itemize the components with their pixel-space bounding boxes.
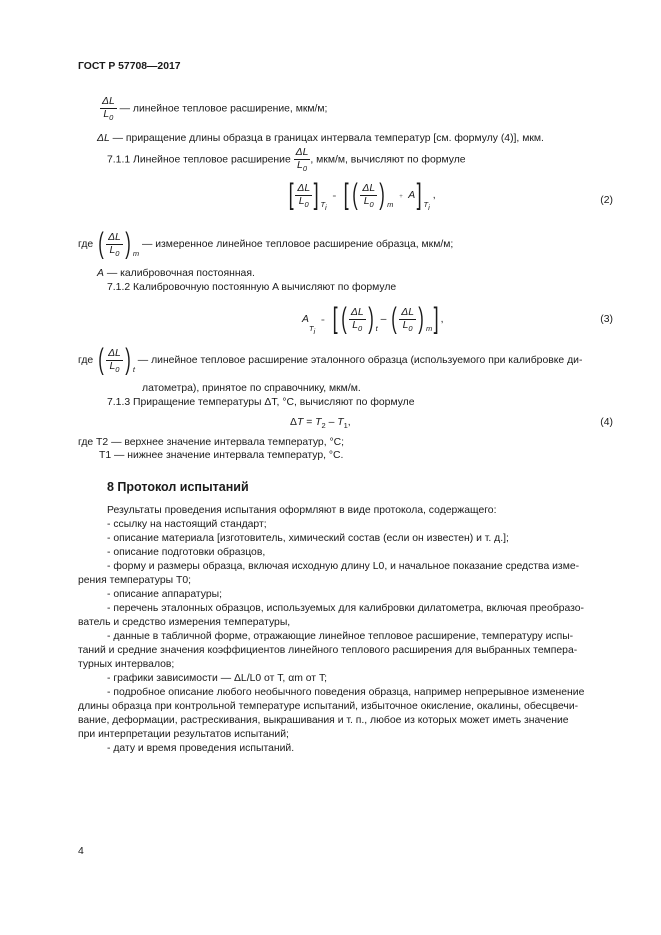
definition-text: — линейное тепловое расширение эталонного образца (используемого при калибровке ди- xyxy=(137,354,583,366)
definition-linear-expansion xyxy=(100,96,327,121)
list-item-continuation: рения температуры T0; xyxy=(78,575,192,586)
where-measured: где ( $\frac{\Delta L}{L_0}$ ) $_m$ — измеренное линейное тепловое расширение образца, мкм/м; xyxy=(78,227,454,260)
clause-7-1-3: 7.1.3 Приращение температуры ΔT, °C, вычисляют по формуле xyxy=(107,397,415,408)
equation-number-3: (3) xyxy=(600,314,613,325)
page-number: 4 xyxy=(78,846,84,857)
equation-number-2: (2) xyxy=(600,195,613,206)
clause-7-1-2: 7.1.2 Калибровочную постоянную A вычисляют по формуле xyxy=(107,282,397,293)
symbol-delta-l: ΔL xyxy=(97,133,110,144)
fraction-dl-l0: $\frac{\Delta L}{L_0}$ xyxy=(102,96,115,122)
list-item: - описание аппаратуры; xyxy=(107,589,222,600)
list-item: - дату и время проведения испытаний. xyxy=(107,743,295,754)
list-item-continuation: ватель и средство измерения температуры, xyxy=(78,617,291,628)
list-item: - данные в табличной форме, отражающие линейное тепловое расширение, температуру испы- xyxy=(107,631,574,642)
section-8-body xyxy=(78,504,615,756)
definition-text: — приращение длины образца в границах интервала температур [см. формулу (4)], мкм. xyxy=(112,133,544,144)
section-8-title: 8 Протокол испытаний xyxy=(107,480,249,494)
definition-t2: где T2 — верхнее значение интервала температур, °C; xyxy=(78,437,345,448)
formula-3: $A_{T_i}$ = [ ( $\frac{\Delta L}{L_0}$ ) $_t$ – ( $\frac{\Delta L}{L_0}$ ) $_m$] , xyxy=(302,302,444,336)
list-item-continuation: вание, деформации, растрескивания, выкрашивания и т. п., любое из которых может иметь значение xyxy=(78,715,569,726)
where-label: где xyxy=(78,238,94,250)
clause-text: 7.1.1 Линейное тепловое расширение xyxy=(107,154,291,166)
formula-4: $\Delta T = T_2 - T_1$, xyxy=(290,417,351,430)
definition-delta-l xyxy=(97,132,544,145)
clause-7-1-1 xyxy=(107,147,466,172)
where-label: где xyxy=(78,354,94,366)
list-item: - ссылку на настоящий стандарт; xyxy=(107,519,267,530)
where-reference: где ( $\frac{\Delta L}{L_0}$ ) $_t$ — линейное тепловое расширение эталонного образца (используемого при калибровке ди- xyxy=(78,343,583,376)
definition-a: A — калибровочная постоянная. xyxy=(97,268,255,279)
definition-text: — калибровочная постоянная. xyxy=(106,268,255,279)
list-item-continuation: длины образца при контрольной температуре испытаний, избыточное окисление, окалины, обесцвечи- xyxy=(78,701,579,712)
fraction-dl-l0: $\frac{\Delta L}{L_0}$ xyxy=(295,147,309,173)
definition-t1: T1 — нижнее значение интервала температур, °C. xyxy=(99,450,344,461)
list-item: - графики зависимости — ΔL/L0 от T, αm от T; xyxy=(107,673,328,684)
list-item-continuation: таний и средние значения коэффициентов линейного теплового расширения для выбранных темпера- xyxy=(78,645,578,656)
list-item: - форму и размеры образца, включая исходную длину L0, и начальное показание средства изме- xyxy=(107,561,580,572)
section-8-intro: Результаты проведения испытания оформляют в виде протокола, содержащего: xyxy=(107,505,497,516)
list-item-continuation: при интерпретации результатов испытаний; xyxy=(78,729,289,740)
list-item: - описание материала [изготовитель, химический состав (если он известен) и т. д.]; xyxy=(107,533,509,544)
definition-text: — измеренное линейное тепловое расширение образца, мкм/м; xyxy=(141,238,454,250)
list-item: - подробное описание любого необычного поведения образца, например непрерывное изменение xyxy=(107,687,585,698)
list-item: - описание подготовки образцов, xyxy=(107,547,266,558)
list-item-continuation: турных интервалов; xyxy=(78,659,175,670)
formula-2: [ $\frac{\Delta L}{L_0}$ ] $_{T_i}$ = [ ( $\frac{\Delta L}{L_0}$ ) $_m$ + A] $_{T_i}$ , xyxy=(288,178,436,212)
equation-number-4: (4) xyxy=(600,417,613,428)
definition-continuation: латометра), принятое по справочнику, мкм/м. xyxy=(142,383,361,394)
definition-text: — линейное тепловое расширение, мкм/м; xyxy=(119,103,328,115)
list-item: - перечень эталонных образцов, используемых для калибровки дилатометра, включая преобразо- xyxy=(107,603,585,614)
document-header: ГОСТ Р 57708—2017 xyxy=(78,61,181,72)
clause-text: , мкм/м, вычисляют по формуле xyxy=(310,154,466,166)
